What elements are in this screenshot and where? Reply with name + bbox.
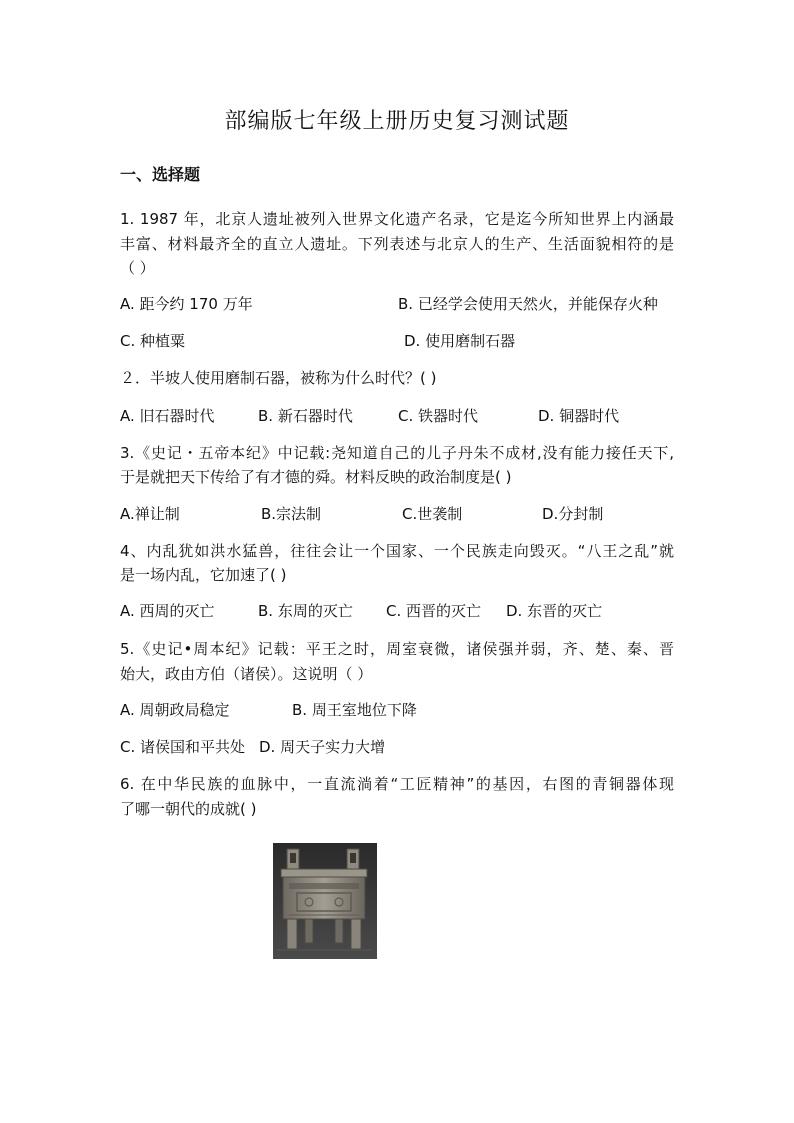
question-5-option-d: D. 周天子实力大增 — [259, 738, 386, 756]
question-2-option-a: A. 旧石器时代 — [120, 407, 215, 425]
question-4-option-d: D. 东晋的灭亡 — [506, 602, 603, 620]
question-5-line-2: 始大，政由方伯（诸侯）。这说明（ ） — [120, 665, 373, 683]
question-4-line-1: 4、内乱犹如洪水猛兽，往往会让一个国家、一个民族走向毁灭。“八王之乱”就 — [120, 542, 674, 560]
question-3-option-d: D.分封制 — [542, 505, 604, 523]
question-5-option-a: A. 周朝政局稳定 — [120, 701, 230, 719]
question-6-line-2: 了哪一朝代的成就( ) — [120, 800, 257, 818]
page-title: 部编版七年级上册历史复习测试题 — [224, 109, 570, 134]
question-6-line-1: 6. 在中华民族的血脉中，一直流淌着“工匠精神”的基因，右图的青铜器体现 — [120, 775, 674, 793]
question-4-option-a: A. 西周的灭亡 — [120, 602, 215, 620]
bronze-ding-photo — [273, 843, 377, 959]
question-1-option-d: D. 使用磨制石器 — [404, 332, 516, 350]
question-4-option-b: B. 东周的灭亡 — [258, 602, 353, 620]
question-1-option-b: B. 已经学会使用天然火，并能保存火种 — [398, 295, 658, 313]
question-1-option-c: C. 种植粟 — [120, 332, 186, 350]
question-5-option-c: C. 诸侯国和平共处 — [120, 738, 246, 756]
question-2-option-d: D. 铜器时代 — [538, 407, 620, 425]
question-1-line-2: 丰富、材料最齐全的直立人遗址。下列表述与北京人的生产、生活面貌相符的是 — [120, 235, 674, 253]
question-4-line-2: 是一场内乱，它加速了( ) — [120, 566, 287, 584]
question-1-option-a: A. 距今约 170 万年 — [120, 295, 253, 313]
question-3-line-1: 3.《史记・五帝本纪》中记载:尧知道自己的儿子丹朱不成材,没有能力接任天下, — [120, 444, 674, 462]
question-1-line-3: （ ） — [120, 259, 155, 277]
question-3-option-a: A.禅让制 — [120, 505, 180, 523]
question-2-line-1: ２．半坡人使用磨制石器，被称为什么时代？( ) — [120, 369, 437, 387]
question-5-line-1: 5.《史记•周本纪》记载：平王之时，周室衰微，诸侯强并弱，齐、楚、秦、晋 — [120, 640, 674, 658]
question-3-line-2: 于是就把天下传给了有才德的舜。材料反映的政治制度是( ) — [120, 468, 512, 486]
question-2-option-b: B. 新石器时代 — [258, 407, 353, 425]
section-heading: 一、选择题 — [120, 165, 201, 184]
question-2-option-c: C. 铁器时代 — [398, 407, 479, 425]
question-5-option-b: B. 周王室地位下降 — [292, 701, 417, 719]
question-3-option-c: C.世袭制 — [402, 505, 463, 523]
question-1-line-1: 1. 1987 年，北京人遗址被列入世界文化遗产名录，它是迄今所知世界上内涵最 — [120, 210, 674, 228]
question-3-option-b: B.宗法制 — [261, 505, 322, 523]
bronze-ding-illustration — [273, 843, 377, 959]
question-4-option-c: C. 西晋的灭亡 — [386, 602, 482, 620]
